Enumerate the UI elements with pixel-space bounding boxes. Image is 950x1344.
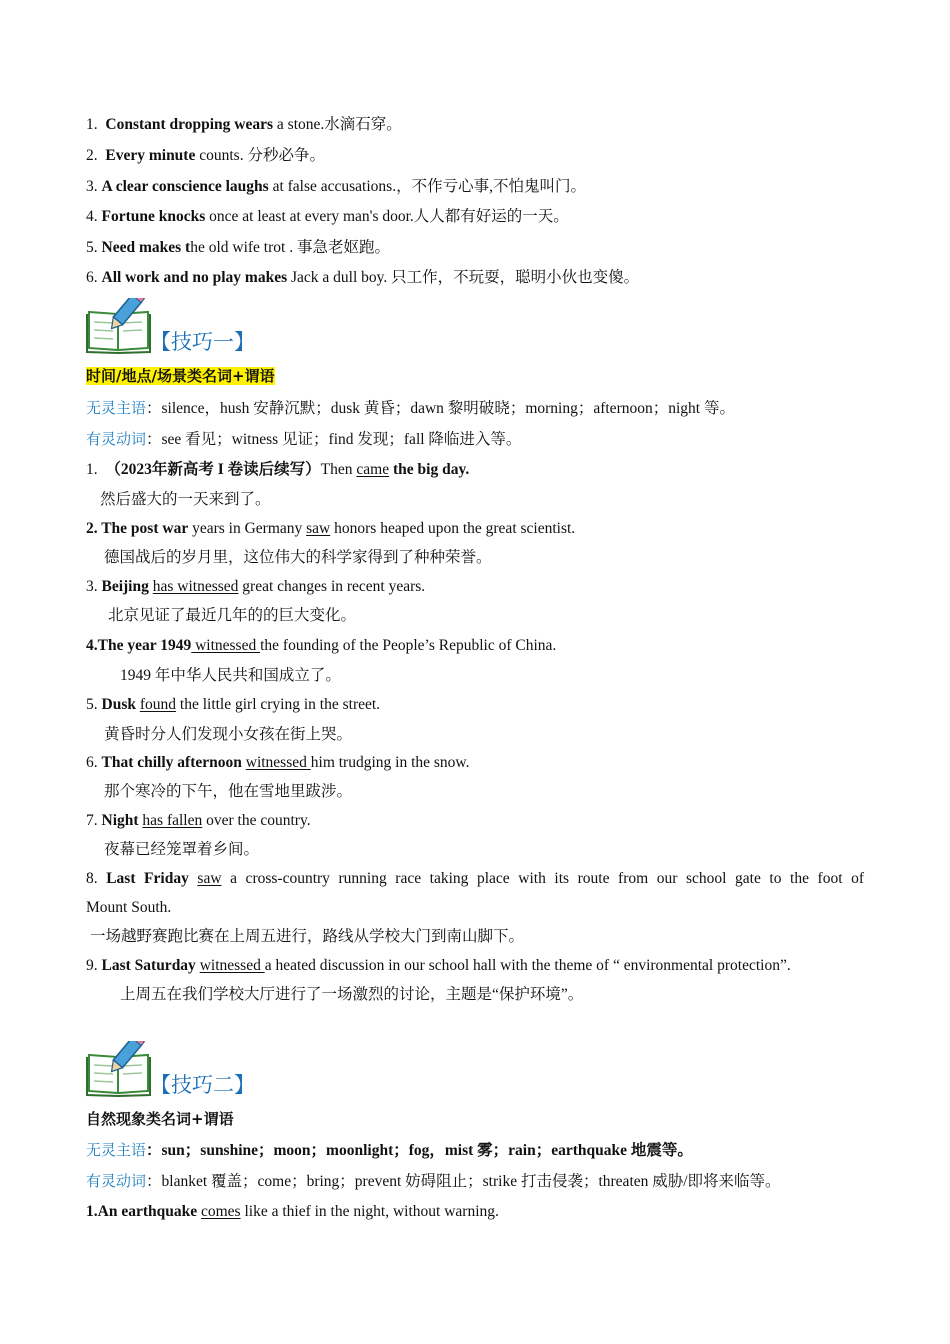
example-8: 8. Last Friday saw a cross-country running race taking place with its route from our school gate to the foot of <box>86 870 865 887</box>
section-1-inanimate-subjects: 无灵主语：silence，hush 安静沉默；dusk 黄昏；dawn 黎明破晓；morning；afternoon；night 等。 <box>86 399 735 417</box>
example-7-translation: 夜幕已经笼罩着乡间。 <box>104 841 260 858</box>
section-2-inanimate-subjects: 无灵主语：sun；sunshine；moon；moonlight；fog，mist 雾；rain；earthquake 地震等。 <box>86 1141 693 1159</box>
example-9: 9. Last Saturday witnessed a heated discussion in our school hall with the theme of “ environmental protection”. <box>86 957 791 974</box>
proverb-4: 4. Fortune knocks once at least at every man's door.人人都有好运的一天。 <box>86 208 569 225</box>
example-4-translation: 1949 年中华人民共和国成立了。 <box>120 667 341 684</box>
example-8-translation: 一场越野赛跑比赛在上周五进行，路线从学校大门到南山脚下。 <box>90 928 525 945</box>
section-1-subtitle: 时间/地点/场景类名词+谓语 <box>86 367 275 385</box>
example-1-translation: 然后盛大的一天来到了。 <box>100 491 271 508</box>
example-7: 7. Night has fallen over the country. <box>86 812 311 829</box>
example-5: 5. Dusk found the little girl crying in the street. <box>86 696 381 713</box>
example-6: 6. That chilly afternoon witnessed him trudging in the snow. <box>86 754 470 771</box>
section-2-heading <box>86 1041 346 1101</box>
example-5-translation: 黄昏时分人们发现小女孩在街上哭。 <box>104 726 353 743</box>
proverb-3: 3. A clear conscience laughs at false accusations.，不作亏心事,不怕鬼叫门。 <box>86 178 586 195</box>
section-2-animate-verbs: 有灵动词：blanket 覆盖；come；bring；prevent 妨碍阻止；strike 打击侵袭；threaten 威胁/即将来临等。 <box>86 1172 781 1190</box>
section-2-title: 【技巧二】 <box>150 1073 255 1097</box>
example-3-translation: 北京见证了最近几年的的巨大变化。 <box>108 607 357 624</box>
section-1-title: 【技巧一】 <box>150 330 255 354</box>
section-2-example-1: 1.An earthquake comes like a thief in the night, without warning. <box>86 1203 499 1220</box>
example-9-translation: 上周五在我们学校大厅进行了一场激烈的讨论，主题是“保护环境”。 <box>120 986 584 1003</box>
example-4: 4.The year 1949 witnessed the founding of the People’s Republic of China. <box>86 637 557 654</box>
proverb-2: 2. Every minute counts. 分秒必争。 <box>86 147 325 164</box>
example-2-translation: 德国战后的岁月里，这位伟大的科学家得到了种种荣誉。 <box>104 549 492 566</box>
section-1-animate-verbs: 有灵动词：see 看见；witness 见证；find 发现；fall 降临进入等。 <box>86 430 522 448</box>
book-pencil-icon <box>86 1041 152 1097</box>
proverb-5: 5. Need makes the old wife trot . 事急老妪跑。 <box>86 239 390 256</box>
section-2-subtitle: 自然现象类名词+谓语 <box>86 1110 234 1128</box>
section-1-heading <box>86 298 346 358</box>
proverb-6: 6. All work and no play makes Jack a dull boy. 只工作，不玩耍，聪明小伙也变傻。 <box>86 269 640 286</box>
example-8-continuation: Mount South. <box>86 899 172 916</box>
example-1: 1. （2023年新高考 I 卷读后续写）Then came the big day. <box>86 461 470 478</box>
example-6-translation: 那个寒冷的下午，他在雪地里跋涉。 <box>104 783 353 800</box>
proverb-1: 1. Constant dropping wears a stone.水滴石穿。 <box>86 116 402 133</box>
book-pencil-icon <box>86 298 152 354</box>
example-3: 3. Beijing has witnessed great changes in recent years. <box>86 578 426 595</box>
example-2: 2. The post war years in Germany saw honors heaped upon the great scientist. <box>86 520 576 537</box>
